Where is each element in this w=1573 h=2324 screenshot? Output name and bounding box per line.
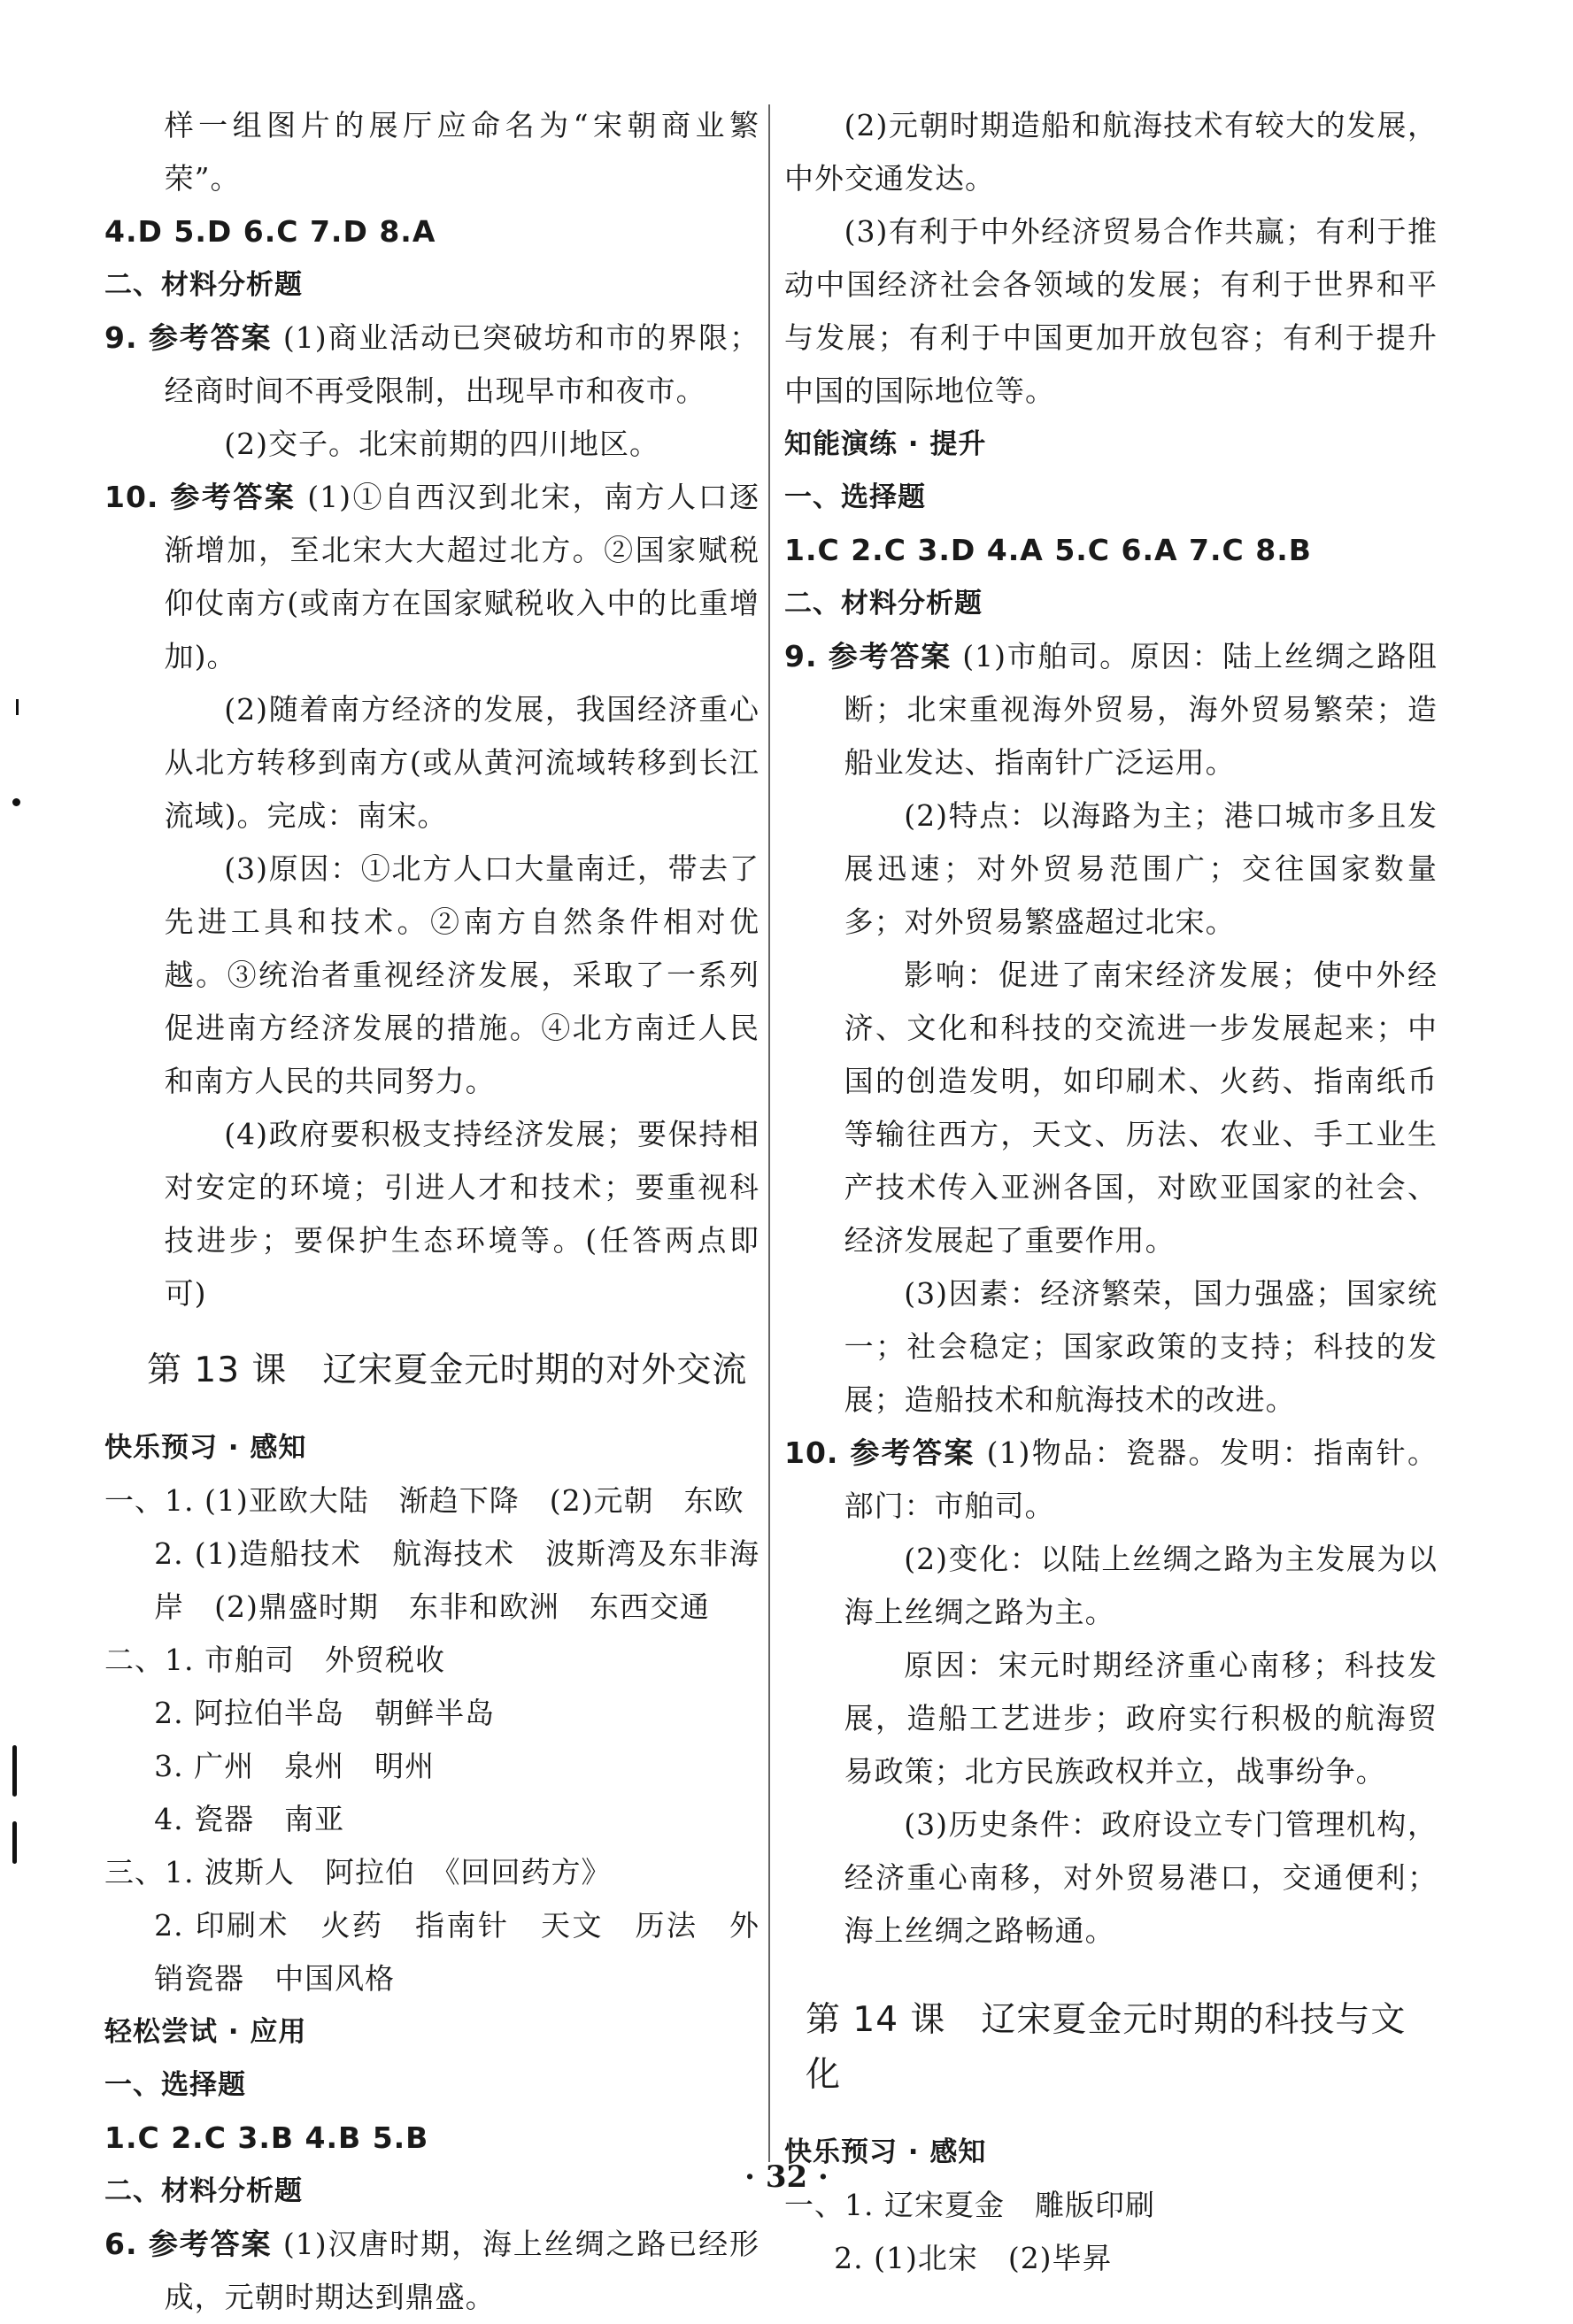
scan-mark [16,699,19,715]
choice-answers: 1.C 2.C 3.D 4.A 5.C 6.A 7.C 8.B [784,533,1312,567]
item-number: 10. [104,480,159,514]
lesson-title: 第 14 课 辽宋夏金元时期的科技与文化 [806,2000,1407,2095]
answer-text: (3)原因：①北方人口大量南迁，带去了先进工具和技术。②南方自然条件相对优越。③统治者重视经济发展，采取了一系列促进南方经济发展的措施。④北方南迁人民和南方人民的共同努力。 [164,851,760,1098]
answer-line: 2. 印刷术 火药 指南针 天文 历法 外销瓷器 中国风格 [154,1908,760,1996]
item-number: 9. [104,320,138,355]
answer-line: 2. (1)造船技术 航海技术 波斯湾及东非海岸 (2)鼎盛时期 东非和欧洲 东西交通 [154,1536,760,1624]
answer-line: 三、1. 波斯人 阿拉伯 《回回药方》 [104,1855,612,1889]
answer-line: 一、1. 辽宋夏金 雕版印刷 [784,2188,1155,2222]
subsection-heading: 轻松尝试 · 应用 [104,2016,307,2048]
answer-line: 二、1. 市舶司 外贸税收 [104,1643,445,1677]
answer-line: 2. 阿拉伯半岛 朝鲜半岛 [154,1696,496,1730]
answer-tag: 参考答案 [828,639,952,673]
answer-text: (2)元朝时期造船和航海技术有较大的发展，中外交通发达。 [784,108,1438,196]
answer-item [104,2218,760,2324]
answer-item [104,471,760,683]
answer-line: 3. 广州 泉州 明州 [154,1749,436,1783]
choice-answers: 4.D 5.D 6.C 7.D 8.A [104,214,436,249]
answer-text: (3)历史条件：政府设立专门管理机构，经济重心南移，对外贸易港口，交通便利；海上丝绸之路畅通。 [844,1807,1438,1948]
answer-text: (2)特点：以海路为主；港口城市多且发展迅速；对外贸易范围广；交往国家数量多；对外贸易繁盛超过北宋。 [844,798,1438,939]
subsection-heading: 知能演练 · 提升 [784,428,987,460]
subsection-heading: 快乐预习 · 感知 [104,1432,307,1464]
scan-mark [12,1821,17,1864]
answer-text: (4)政府要积极支持经济发展；要保持相对安定的环境；引进人才和技术；要重视科技进步；要保护生态环境等。(任答两点即可) [164,1117,760,1311]
lesson-title: 第 13 课 辽宋夏金元时期的对外交流 [147,1351,748,1390]
choice-answers: 1.C 2.C 3.B 4.B 5.B [104,2120,429,2155]
answer-text: (2)变化：以陆上丝绸之路为主发展为以海上丝绸之路为主。 [844,1542,1438,1629]
answer-item [784,630,1438,789]
item-number: 6. [104,2227,138,2261]
answer-line: 2. (1)北宋 (2)毕昇 [834,2241,1113,2275]
scan-mark [12,1745,17,1797]
item-number: 10. [784,1435,839,1470]
right-column [784,99,1438,2285]
item-number: 9. [784,639,818,673]
answer-text: 原因：宋元时期经济重心南移；科技发展，造船工艺进步；政府实行积极的航海贸易政策；北方民族政权并立，战事纷争。 [844,1648,1438,1789]
answer-text: (1)市舶司。原因：陆上丝绸之路阻断；北宋重视海外贸易，海外贸易繁荣；造船业发达、指南针广泛运用。 [844,639,1438,780]
answer-line: 4. 瓷器 南亚 [154,1802,345,1836]
answer-text: (1)商业活动已突破坊和市的界限；经商时间不再受限制，出现早市和夜市。 [164,320,760,408]
answer-text: (1)①自西汉到北宋，南方人口逐渐增加，至北宋大大超过北方。②国家赋税仰仗南方(或南方在国家赋税收入中的比重增加)。 [164,480,760,673]
answer-text: (2)随着南方经济的发展，我国经济重心从北方转移到南方(或从黄河流域转移到长江流域)。完成：南宋。 [164,692,760,833]
answer-line: 一、1. (1)亚欧大陆 渐趋下降 (2)元朝 东欧 [104,1483,744,1518]
section-heading: 二、材料分析题 [104,2175,303,2207]
section-heading: 一、选择题 [784,481,926,513]
answer-tag: 参考答案 [850,1435,975,1470]
left-column [104,99,760,2324]
answer-text: (3)有利于中外经济贸易合作共赢；有利于推动中国经济社会各领域的发展；有利于世界和平与发展；有利于中国更加开放包容；有利于提升中国的国际地位等。 [784,214,1438,408]
section-heading: 二、材料分析题 [784,588,983,619]
answer-text: (2)交子。北宋前期的四川地区。 [224,427,660,461]
answer-text: (1)汉唐时期，海上丝绸之路已经形成，元朝时期达到鼎盛。 [164,2227,760,2314]
section-heading: 二、材料分析题 [104,269,303,301]
column-divider [768,104,770,2162]
answer-text: (3)因素：经济繁荣，国力强盛；国家统一；社会稳定；国家政策的支持；科技的发展；造船技术和航海技术的改进。 [844,1276,1438,1417]
page-number: · 32 · [744,2159,829,2195]
answer-tag: 参考答案 [148,2227,273,2261]
subsection-heading: 快乐预习 · 感知 [784,2136,987,2168]
answer-text: 样一组图片的展厅应命名为“宋朝商业繁荣”。 [164,108,760,196]
answer-item [784,1427,1438,1533]
answer-text: 影响：促进了南宋经济发展；使中外经济、文化和科技的交流进一步发展起来；中国的创造发明，如印刷术、火药、指南纸币等输往西方，天文、历法、农业、手工业生产技术传入亚洲各国，对欧亚国家的社会、经济发展起了重要作用。 [844,958,1438,1258]
answer-item [104,312,760,418]
answer-text: (1)物品：瓷器。发明：指南针。部门：市舶司。 [844,1435,1438,1523]
section-heading: 一、选择题 [104,2069,246,2101]
scan-mark [12,798,20,806]
answer-tag: 参考答案 [148,320,273,355]
answer-tag: 参考答案 [170,480,297,514]
